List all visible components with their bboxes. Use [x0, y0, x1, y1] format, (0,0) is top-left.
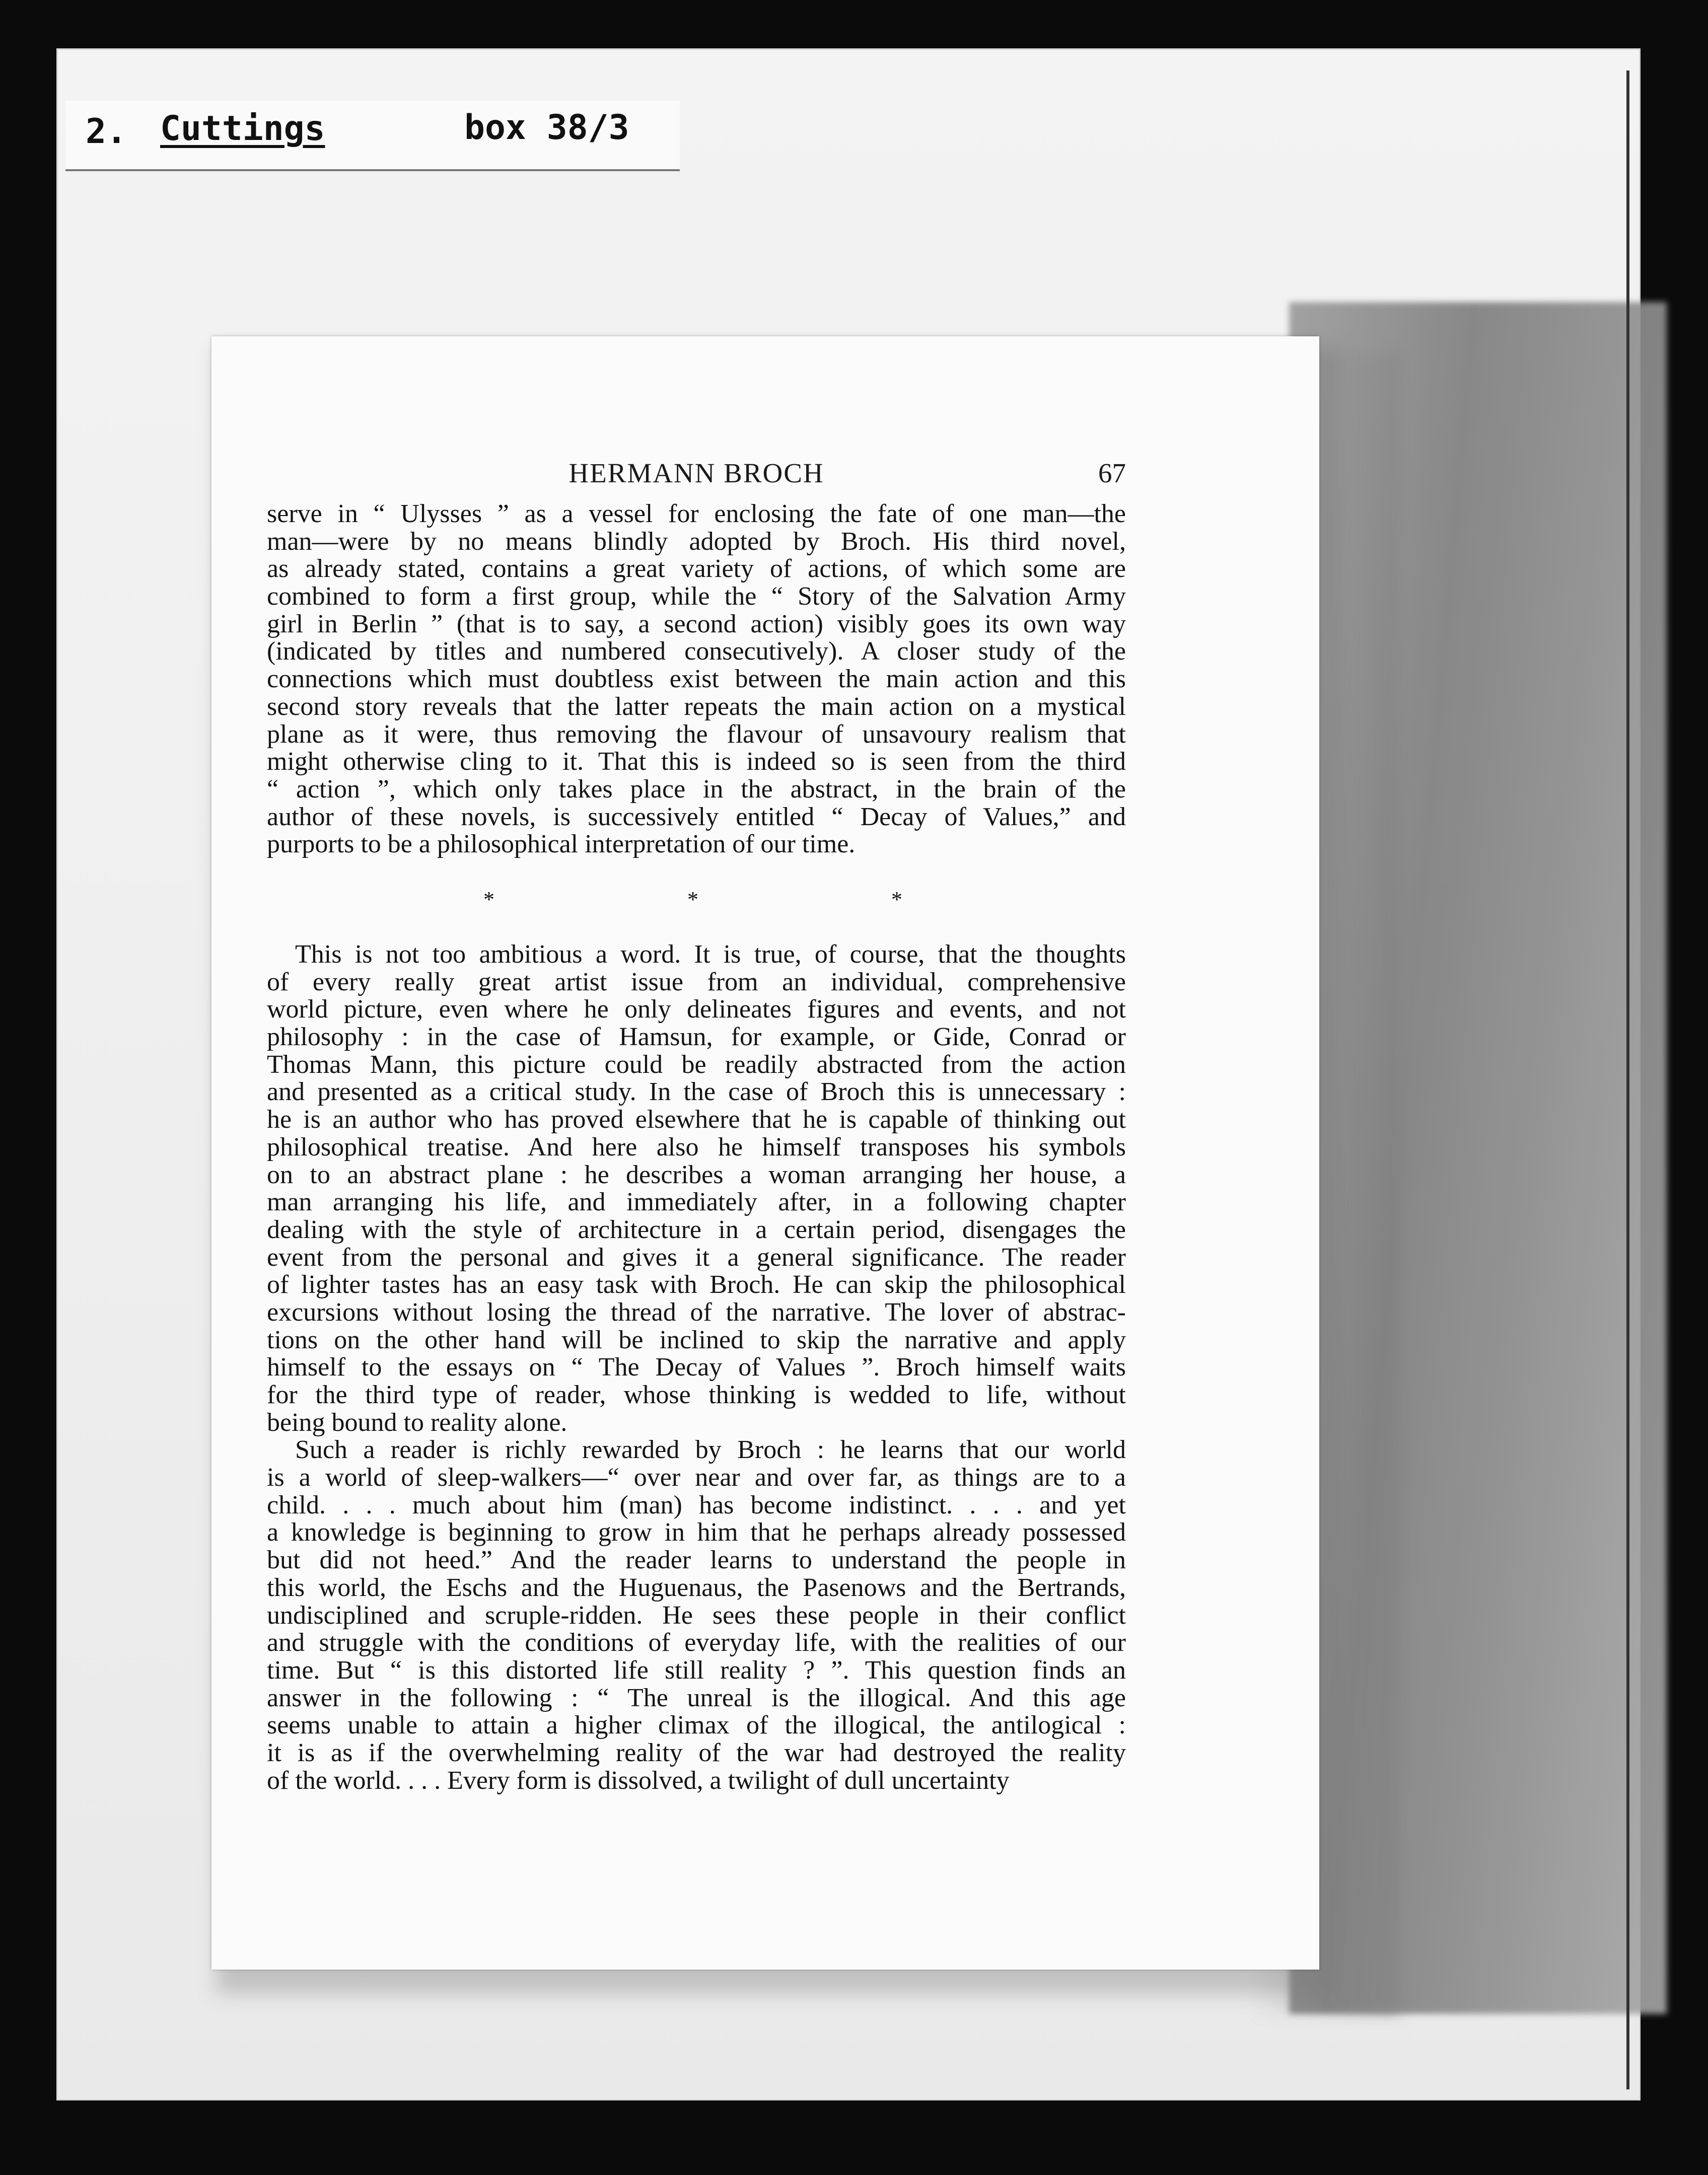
text-line: it is as if the overwhelming reality of the war had destroyed the reality: [267, 1739, 1126, 1767]
text-line: second story reveals that the latter repeats the main action on a mystical: [267, 693, 1126, 721]
text-line: Such a reader is richly rewarded by Broch : he learns that our world: [295, 1436, 1126, 1465]
text-line: child. . . . much about him (man) has become indistinct. . . . and yet: [267, 1491, 1126, 1519]
text-line: dealing with the style of architecture in a certain period, disengages the: [267, 1216, 1126, 1244]
text-line: author of these novels, is successively entitled “ Decay of Values,” and: [267, 803, 1126, 831]
text-line: but did not heed.” And the reader learns to understand the people in: [267, 1547, 1126, 1574]
paragraph-3: [267, 1436, 1126, 1794]
text-line: he is an author who has proved elsewhere that he is capable of thinking out: [267, 1106, 1126, 1134]
text-line: man—were by no means blindly adopted by Broch. His third novel,: [267, 528, 1126, 556]
label-number: 2.: [86, 112, 127, 152]
text-line: world picture, even where he only delineates figures and events, and not: [267, 996, 1126, 1024]
paragraph-2: [267, 941, 1126, 1436]
paragraph-1: [267, 500, 1126, 858]
section-separator: [267, 886, 1126, 914]
text-line: serve in “ Ulysses ” as a vessel for enclosing the fate of one man—the: [267, 500, 1126, 528]
folder-label: [65, 101, 680, 171]
text-line: connections which must doubtless exist between the main action and this: [267, 666, 1126, 693]
text-line: answer in the following : “ The unreal is the illogical. And this age: [267, 1684, 1126, 1712]
text-line: might otherwise cling to it. That this is indeed so is seen from the third: [267, 748, 1126, 776]
text-line: This is not too ambitious a word. It is true, of course, that the thoughts: [295, 941, 1126, 969]
text-line: plane as it were, thus removing the flavour of unsavoury realism that: [267, 720, 1126, 749]
text-line: Thomas Mann, this picture could be readily abstracted from the action: [267, 1051, 1126, 1079]
text-line: man arranging his life, and immediately after, in a following chapter: [267, 1189, 1126, 1216]
text-line: (indicated by titles and numbered consecutively). A closer study of the: [267, 638, 1126, 666]
folder-dark-backing: [1289, 302, 1667, 2014]
running-head: [267, 457, 1126, 497]
text-line: being bound to reality alone.: [267, 1409, 567, 1437]
body-text: [267, 500, 1126, 1794]
spacer: [267, 913, 1126, 941]
folder-edge: [1626, 70, 1629, 2089]
text-line: on to an abstract plane : he describes a woman arranging her house, a: [267, 1161, 1126, 1189]
text-line: seems unable to attain a higher climax of the illogical, the antilogical :: [267, 1712, 1126, 1739]
text-line: “ action ”, which only takes place in the abstract, in the brain of the: [267, 775, 1126, 804]
spacer: [267, 858, 1126, 886]
running-title: HERMANN BROCH: [568, 458, 824, 488]
text-line: and presented as a critical study. In the case of Broch this is unnecessary :: [267, 1078, 1126, 1107]
text-line: of lighter tastes has an easy task with Broch. He can skip the philosophical: [267, 1271, 1126, 1299]
text-line: as already stated, contains a great variety of actions, of which some are: [267, 555, 1126, 584]
text-line: this world, the Eschs and the Huguenaus, the Pasenows and the Bertrands,: [267, 1574, 1126, 1602]
text-line: event from the personal and gives it a general significance. The reader: [267, 1244, 1126, 1272]
text-line: philosophy : in the case of Hamsun, for example, or Gide, Conrad or: [267, 1024, 1126, 1051]
text-line: girl in Berlin ” (that is to say, a second action) visibly goes its own way: [267, 610, 1126, 638]
text-line: of the world. . . . Every form is dissolved, a twilight of dull uncertainty: [267, 1767, 1010, 1795]
text-line: of every really great artist issue from an individual, comprehensive: [267, 968, 1126, 996]
text-line: for the third type of reader, whose thinking is wedded to life, without: [267, 1382, 1126, 1409]
text-line: and struggle with the conditions of everyday life, with the realities of our: [267, 1629, 1126, 1657]
text-line: undisciplined and scruple-ridden. He sees these people in their conflict: [267, 1602, 1126, 1630]
text-line: time. But “ is this distorted life still reality ? ”. This question finds an: [267, 1656, 1126, 1685]
text-line: philosophical treatise. And here also he himself transposes his symbols: [267, 1133, 1126, 1162]
text-line: himself to the essays on “ The Decay of Values ”. Broch himself waits: [267, 1354, 1126, 1382]
page-number: 67: [1098, 458, 1126, 488]
text-line: tions on the other hand will be inclined to skip the narrative and apply: [267, 1326, 1126, 1354]
book-page-cutting: [211, 336, 1319, 1970]
separator-star: *: [483, 887, 494, 912]
separator-star: *: [687, 887, 698, 912]
text-line: is a world of sleep-walkers—“ over near and over far, as things are to a: [267, 1464, 1126, 1492]
separator-star: *: [891, 887, 902, 912]
label-title: Cuttings: [160, 109, 325, 149]
text-line: a knowledge is beginning to grow in him that he perhaps already possessed: [267, 1519, 1126, 1547]
text-line: purports to be a philosophical interpretation of our time.: [267, 831, 856, 858]
label-box-number: box 38/3: [464, 108, 629, 148]
text-line: excursions without losing the thread of the narrative. The lover of abstrac-: [267, 1298, 1126, 1327]
text-line: combined to form a first group, while the “ Story of the Salvation Army: [267, 583, 1126, 611]
